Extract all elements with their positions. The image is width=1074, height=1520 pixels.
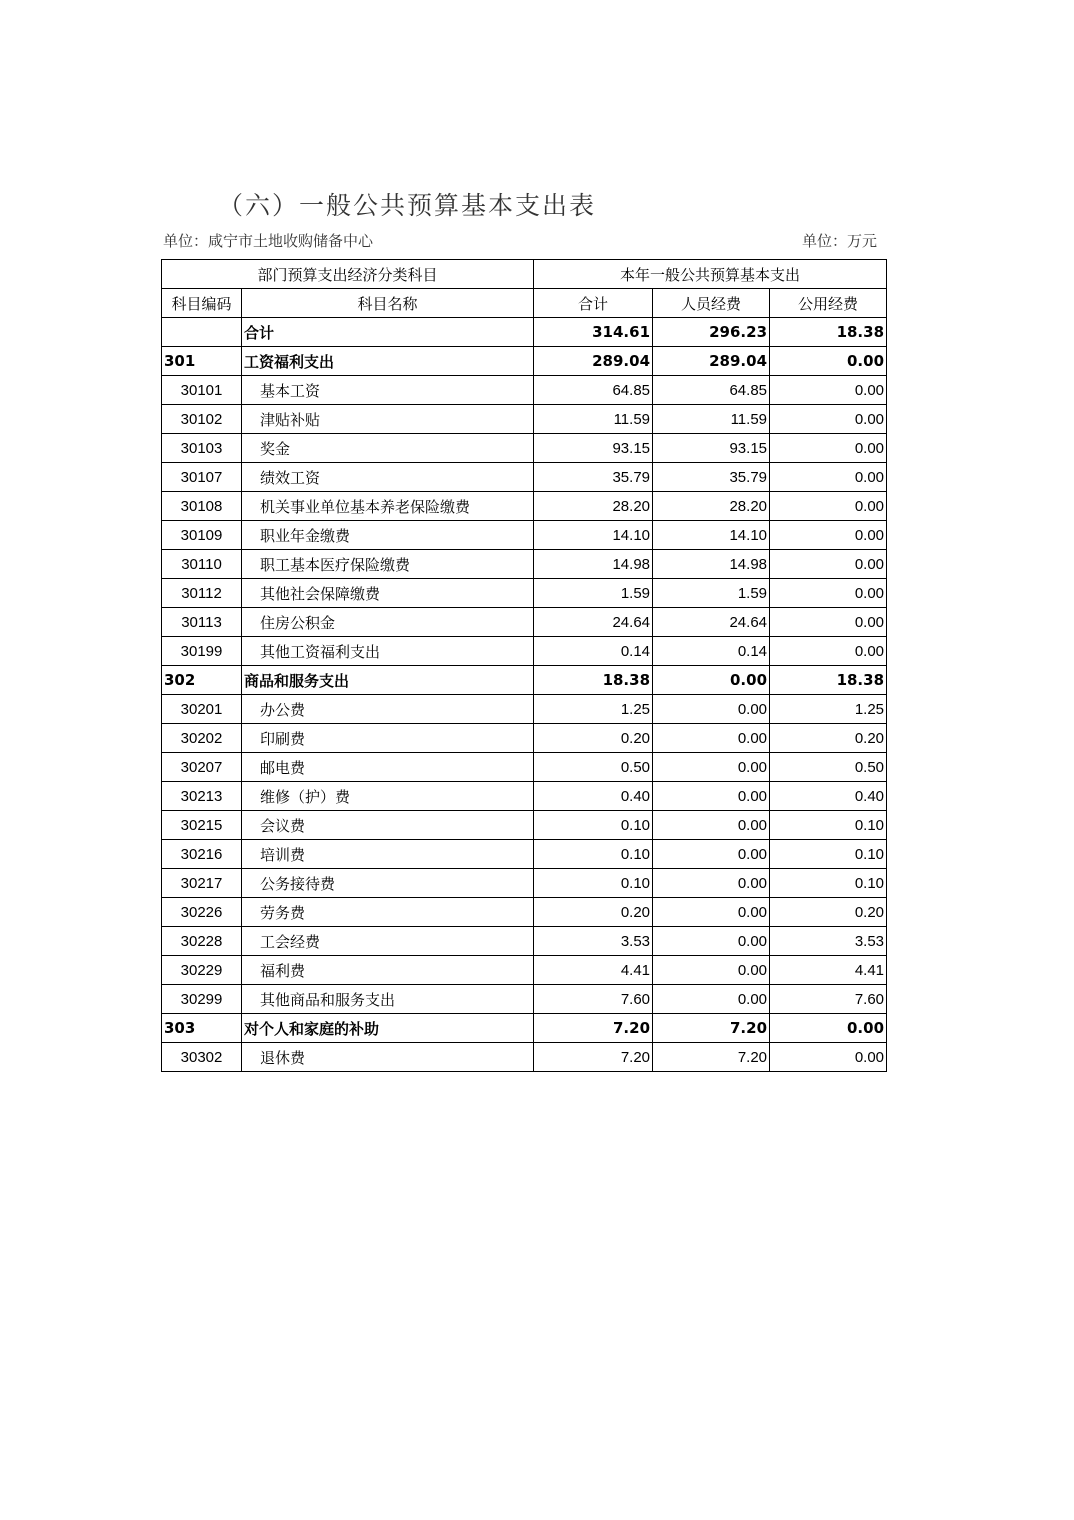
row-personnel: 35.79	[653, 463, 770, 492]
row-total: 0.40	[534, 782, 653, 811]
row-code: 302	[162, 666, 242, 695]
row-public: 0.00	[770, 550, 887, 579]
total-row	[162, 318, 887, 347]
row-total: 93.15	[534, 434, 653, 463]
table-row	[162, 811, 887, 840]
row-code: 30109	[162, 521, 242, 550]
total-name: 合计	[242, 318, 534, 347]
table-body	[162, 318, 887, 1072]
row-public: 3.53	[770, 927, 887, 956]
row-personnel: 0.00	[653, 927, 770, 956]
row-total: 1.25	[534, 695, 653, 724]
row-public: 7.60	[770, 985, 887, 1014]
row-total: 0.10	[534, 811, 653, 840]
row-personnel: 0.00	[653, 666, 770, 695]
row-public: 0.00	[770, 1014, 887, 1043]
col-header-code: 科目编码	[162, 289, 242, 318]
row-name: 邮电费	[242, 753, 534, 782]
row-name: 其他工资福利支出	[242, 637, 534, 666]
table-row	[162, 695, 887, 724]
row-public: 0.00	[770, 347, 887, 376]
row-public: 0.00	[770, 434, 887, 463]
col-header-total: 合计	[534, 289, 653, 318]
row-code: 30201	[162, 695, 242, 724]
row-name: 其他社会保障缴费	[242, 579, 534, 608]
budget-table	[161, 259, 887, 1072]
table-row	[162, 463, 887, 492]
row-personnel: 1.59	[653, 579, 770, 608]
row-personnel: 14.10	[653, 521, 770, 550]
row-code: 30226	[162, 898, 242, 927]
row-code: 30103	[162, 434, 242, 463]
row-code: 30217	[162, 869, 242, 898]
row-personnel: 0.00	[653, 840, 770, 869]
row-personnel: 7.20	[653, 1014, 770, 1043]
row-name: 住房公积金	[242, 608, 534, 637]
row-total: 0.10	[534, 840, 653, 869]
row-personnel: 0.00	[653, 724, 770, 753]
row-personnel: 0.00	[653, 956, 770, 985]
page-title: （六）一般公共预算基本支出表	[218, 191, 597, 220]
row-total: 4.41	[534, 956, 653, 985]
row-code: 30110	[162, 550, 242, 579]
row-total: 7.20	[534, 1043, 653, 1072]
table-row	[162, 579, 887, 608]
unit-currency: 单位：万元	[802, 232, 878, 250]
row-public: 4.41	[770, 956, 887, 985]
col-header-personnel: 人员经费	[653, 289, 770, 318]
row-total: 7.20	[534, 1014, 653, 1043]
table-row	[162, 724, 887, 753]
row-total: 0.14	[534, 637, 653, 666]
row-public: 0.00	[770, 521, 887, 550]
table-row	[162, 492, 887, 521]
row-personnel: 93.15	[653, 434, 770, 463]
row-personnel: 14.98	[653, 550, 770, 579]
table-row	[162, 434, 887, 463]
table-row	[162, 1014, 887, 1043]
table-row	[162, 927, 887, 956]
row-total: 0.50	[534, 753, 653, 782]
row-public: 0.40	[770, 782, 887, 811]
row-name: 劳务费	[242, 898, 534, 927]
row-code: 30108	[162, 492, 242, 521]
table-row	[162, 521, 887, 550]
table-row	[162, 985, 887, 1014]
row-total: 24.64	[534, 608, 653, 637]
total-personnel: 296.23	[653, 318, 770, 347]
col-header-public: 公用经费	[770, 289, 887, 318]
row-public: 0.20	[770, 724, 887, 753]
row-name: 绩效工资	[242, 463, 534, 492]
row-code: 30302	[162, 1043, 242, 1072]
row-code: 30112	[162, 579, 242, 608]
row-name: 职工基本医疗保险缴费	[242, 550, 534, 579]
table-row	[162, 376, 887, 405]
row-public: 0.00	[770, 376, 887, 405]
row-name: 奖金	[242, 434, 534, 463]
row-personnel: 289.04	[653, 347, 770, 376]
table-row	[162, 956, 887, 985]
row-name: 工资福利支出	[242, 347, 534, 376]
row-public: 0.00	[770, 492, 887, 521]
row-name: 维修（护）费	[242, 782, 534, 811]
row-code: 30107	[162, 463, 242, 492]
row-code: 30216	[162, 840, 242, 869]
row-code: 30213	[162, 782, 242, 811]
row-name: 退休费	[242, 1043, 534, 1072]
row-code: 301	[162, 347, 242, 376]
table-row	[162, 753, 887, 782]
table-row	[162, 550, 887, 579]
row-personnel: 0.00	[653, 811, 770, 840]
table-row	[162, 637, 887, 666]
row-total: 14.98	[534, 550, 653, 579]
row-public: 0.00	[770, 405, 887, 434]
row-total: 3.53	[534, 927, 653, 956]
row-public: 0.50	[770, 753, 887, 782]
row-name: 对个人和家庭的补助	[242, 1014, 534, 1043]
row-personnel: 0.00	[653, 898, 770, 927]
row-name: 职业年金缴费	[242, 521, 534, 550]
row-public: 18.38	[770, 666, 887, 695]
row-code: 30299	[162, 985, 242, 1014]
header-group-right: 本年一般公共预算基本支出	[534, 260, 887, 289]
row-personnel: 28.20	[653, 492, 770, 521]
row-total: 64.85	[534, 376, 653, 405]
row-personnel: 11.59	[653, 405, 770, 434]
row-public: 0.00	[770, 1043, 887, 1072]
row-personnel: 0.00	[653, 985, 770, 1014]
table-row	[162, 1043, 887, 1072]
row-public: 0.00	[770, 463, 887, 492]
table-row	[162, 898, 887, 927]
row-name: 其他商品和服务支出	[242, 985, 534, 1014]
row-name: 津贴补贴	[242, 405, 534, 434]
row-personnel: 0.00	[653, 782, 770, 811]
table-row	[162, 840, 887, 869]
row-personnel: 0.00	[653, 695, 770, 724]
row-total: 14.10	[534, 521, 653, 550]
row-personnel: 24.64	[653, 608, 770, 637]
row-personnel: 0.00	[653, 869, 770, 898]
total-code	[162, 318, 242, 347]
total-total: 314.61	[534, 318, 653, 347]
table-row	[162, 347, 887, 376]
table-row	[162, 869, 887, 898]
row-personnel: 64.85	[653, 376, 770, 405]
header-group-row	[162, 260, 887, 289]
row-public: 0.00	[770, 579, 887, 608]
row-total: 7.60	[534, 985, 653, 1014]
row-total: 1.59	[534, 579, 653, 608]
row-name: 会议费	[242, 811, 534, 840]
row-total: 289.04	[534, 347, 653, 376]
row-code: 30215	[162, 811, 242, 840]
row-public: 1.25	[770, 695, 887, 724]
unit-organization: 单位：咸宁市土地收购储备中心	[163, 232, 374, 250]
row-name: 印刷费	[242, 724, 534, 753]
row-total: 11.59	[534, 405, 653, 434]
row-name: 办公费	[242, 695, 534, 724]
row-public: 0.20	[770, 898, 887, 927]
row-code: 30113	[162, 608, 242, 637]
row-personnel: 7.20	[653, 1043, 770, 1072]
row-code: 303	[162, 1014, 242, 1043]
row-name: 工会经费	[242, 927, 534, 956]
row-code: 30207	[162, 753, 242, 782]
row-code: 30202	[162, 724, 242, 753]
header-group-left: 部门预算支出经济分类科目	[162, 260, 534, 289]
table-row	[162, 782, 887, 811]
row-name: 公务接待费	[242, 869, 534, 898]
row-name: 机关事业单位基本养老保险缴费	[242, 492, 534, 521]
col-header-name: 科目名称	[242, 289, 534, 318]
row-total: 0.20	[534, 898, 653, 927]
row-public: 0.10	[770, 840, 887, 869]
row-public: 0.00	[770, 608, 887, 637]
row-name: 培训费	[242, 840, 534, 869]
row-name: 基本工资	[242, 376, 534, 405]
row-personnel: 0.00	[653, 753, 770, 782]
table-row	[162, 608, 887, 637]
row-total: 28.20	[534, 492, 653, 521]
table-row	[162, 666, 887, 695]
header-column-row	[162, 289, 887, 318]
row-total: 18.38	[534, 666, 653, 695]
row-code: 30102	[162, 405, 242, 434]
total-public: 18.38	[770, 318, 887, 347]
row-personnel: 0.14	[653, 637, 770, 666]
row-total: 35.79	[534, 463, 653, 492]
row-public: 0.10	[770, 869, 887, 898]
row-name: 商品和服务支出	[242, 666, 534, 695]
table-row	[162, 405, 887, 434]
row-total: 0.10	[534, 869, 653, 898]
row-code: 30229	[162, 956, 242, 985]
row-total: 0.20	[534, 724, 653, 753]
row-code: 30199	[162, 637, 242, 666]
row-public: 0.00	[770, 637, 887, 666]
row-public: 0.10	[770, 811, 887, 840]
row-code: 30101	[162, 376, 242, 405]
row-code: 30228	[162, 927, 242, 956]
row-name: 福利费	[242, 956, 534, 985]
